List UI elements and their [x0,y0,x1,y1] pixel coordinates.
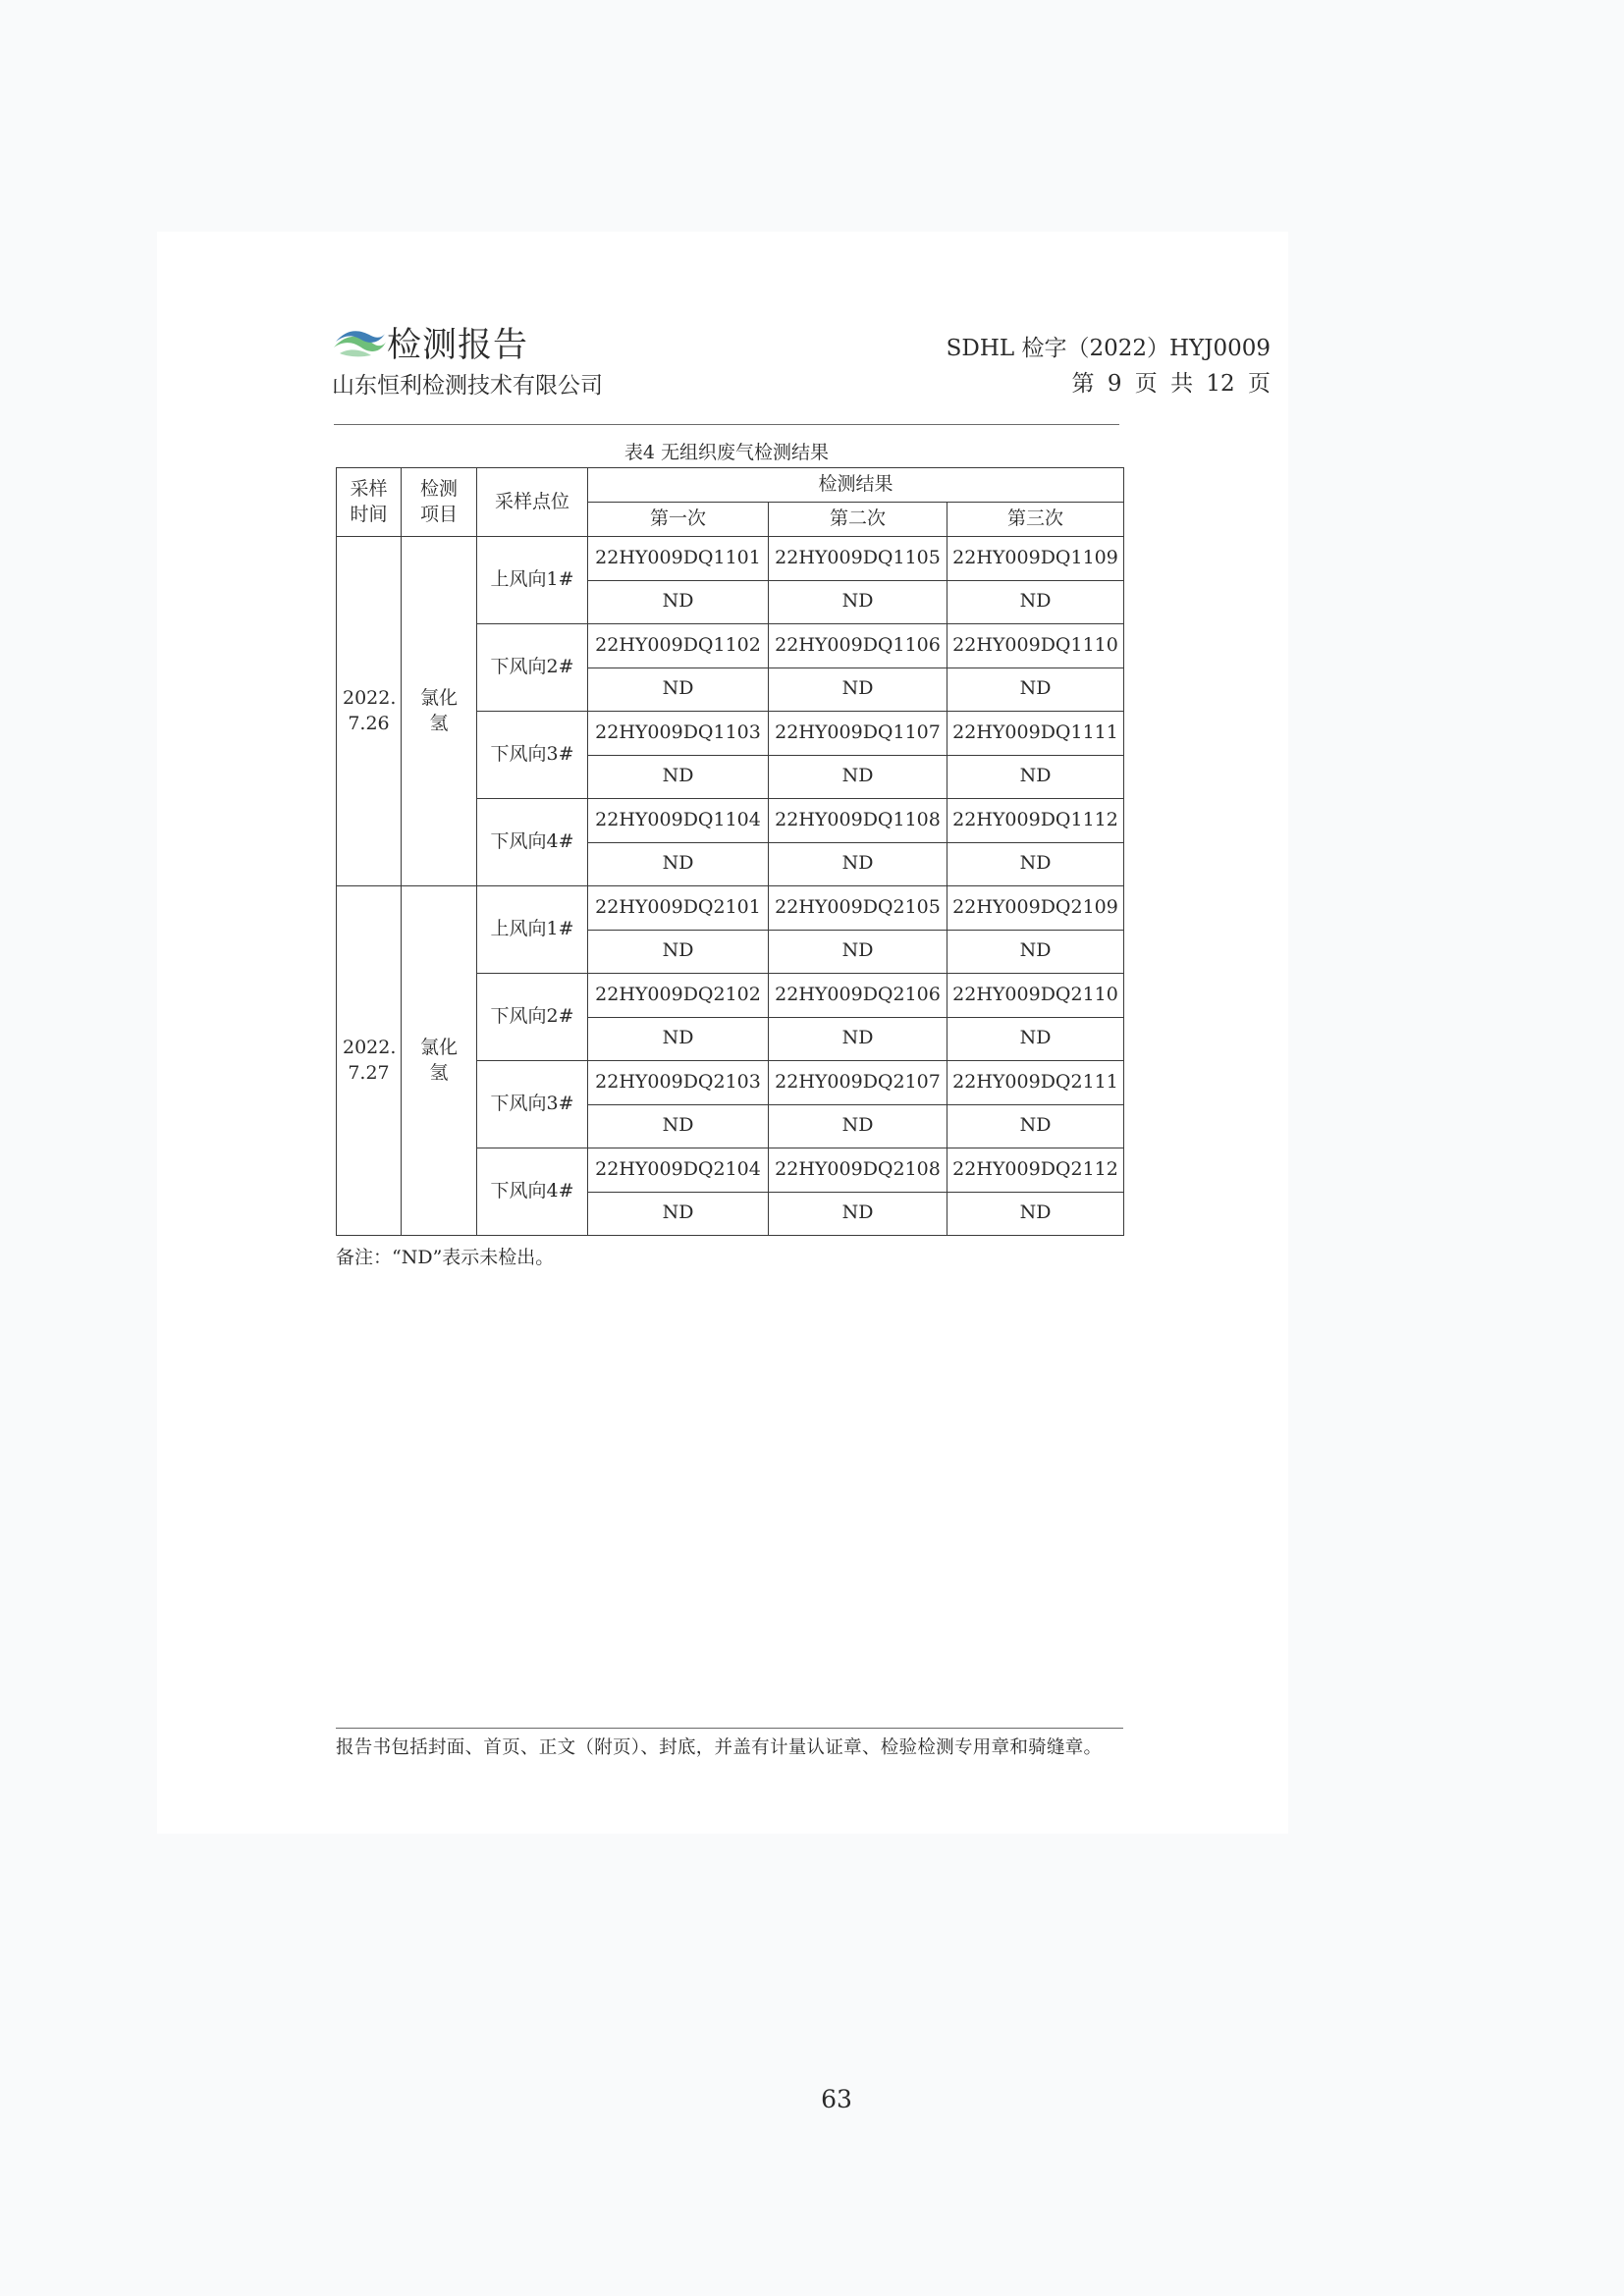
sample-id-cell: 22HY009DQ2102 [588,974,769,1018]
sampling-point-cell: 下风向4# [477,799,588,886]
result-value-cell: ND [769,755,947,799]
header-round-2: 第二次 [769,503,947,537]
sampling-date-cell: 2022. 7.26 [337,537,402,886]
result-value-cell: ND [947,842,1124,886]
result-value-cell: ND [588,1104,769,1148]
sample-id-cell: 22HY009DQ2106 [769,974,947,1018]
sampling-date-cell: 2022. 7.27 [337,886,402,1236]
footer-note: 报告书包括封面、首页、正文（附页）、封底，并盖有计量认证章、检验检测专用章和骑缝章。 [336,1737,1103,1758]
result-value-cell: ND [769,930,947,974]
sample-id-cell: 22HY009DQ2103 [588,1061,769,1105]
header-divider [334,424,1119,425]
results-table [336,467,1124,1236]
sampling-point-cell: 下风向2# [477,974,588,1061]
sample-id-row [337,886,1124,931]
sample-id-cell: 22HY009DQ2108 [769,1148,947,1193]
sample-id-cell: 22HY009DQ1112 [947,799,1124,843]
sampling-point-cell: 上风向1# [477,537,588,624]
test-item-cell: 氯化 氢 [402,537,477,886]
header-round-3: 第三次 [947,503,1124,537]
sample-id-cell: 22HY009DQ2109 [947,886,1124,931]
footer-divider [336,1728,1123,1729]
page-info: 第 9 页 共 12 页 [1071,371,1271,397]
sample-id-cell: 22HY009DQ1103 [588,712,769,756]
result-value-cell: ND [588,580,769,624]
header-results: 检测结果 [588,468,1124,503]
header-sampling-point: 采样点位 [477,468,588,537]
result-value-cell: ND [769,1017,947,1061]
result-value-cell: ND [947,667,1124,712]
table-remark: 备注：“ND”表示未检出。 [336,1247,555,1268]
sample-id-cell: 22HY009DQ2107 [769,1061,947,1105]
sample-id-cell: 22HY009DQ1111 [947,712,1124,756]
result-value-cell: ND [769,580,947,624]
sample-id-cell: 22HY009DQ2110 [947,974,1124,1018]
report-number: SDHL 检字（2022）HYJ0009 [946,336,1271,361]
sampling-point-cell: 下风向4# [477,1148,588,1236]
sample-id-cell: 22HY009DQ2101 [588,886,769,931]
company-name: 山东恒利检测技术有限公司 [332,373,603,399]
sampling-point-cell: 下风向3# [477,1061,588,1148]
result-value-cell: ND [769,667,947,712]
sample-id-row [337,537,1124,581]
results-body [337,537,1124,1236]
sampling-point-cell: 下风向2# [477,624,588,712]
result-value-cell: ND [769,1192,947,1236]
result-value-cell: ND [947,1104,1124,1148]
sample-id-cell: 22HY009DQ1105 [769,537,947,581]
result-value-cell: ND [588,755,769,799]
sampling-point-cell: 下风向3# [477,712,588,799]
sample-id-cell: 22HY009DQ1104 [588,799,769,843]
result-value-cell: ND [588,1017,769,1061]
result-value-cell: ND [588,842,769,886]
header-round-1: 第一次 [588,503,769,537]
report-sheet [157,232,1288,1834]
company-logo-icon [332,324,387,363]
sample-id-cell: 22HY009DQ1106 [769,624,947,668]
sample-id-cell: 22HY009DQ1110 [947,624,1124,668]
result-value-cell: ND [588,1192,769,1236]
sample-id-cell: 22HY009DQ1102 [588,624,769,668]
table-caption: 表4 无组织废气检测结果 [623,442,830,463]
result-value-cell: ND [947,930,1124,974]
sample-id-cell: 22HY009DQ2105 [769,886,947,931]
page-number: 63 [821,2085,852,2113]
result-value-cell: ND [947,580,1124,624]
result-value-cell: ND [947,1017,1124,1061]
result-value-cell: ND [769,1104,947,1148]
report-title: 检测报告 [387,326,529,365]
sample-id-cell: 22HY009DQ1109 [947,537,1124,581]
sample-id-cell: 22HY009DQ1108 [769,799,947,843]
sample-id-cell: 22HY009DQ1107 [769,712,947,756]
result-value-cell: ND [947,1192,1124,1236]
result-value-cell: ND [769,842,947,886]
sample-id-cell: 22HY009DQ2112 [947,1148,1124,1193]
header-test-item: 检测 项目 [402,468,477,537]
sampling-point-cell: 上风向1# [477,886,588,974]
sample-id-cell: 22HY009DQ2111 [947,1061,1124,1105]
test-item-cell: 氯化 氢 [402,886,477,1236]
sample-id-cell: 22HY009DQ2104 [588,1148,769,1193]
result-value-cell: ND [588,667,769,712]
result-value-cell: ND [947,755,1124,799]
result-value-cell: ND [588,930,769,974]
header-sampling-time: 采样 时间 [337,468,402,537]
sample-id-cell: 22HY009DQ1101 [588,537,769,581]
